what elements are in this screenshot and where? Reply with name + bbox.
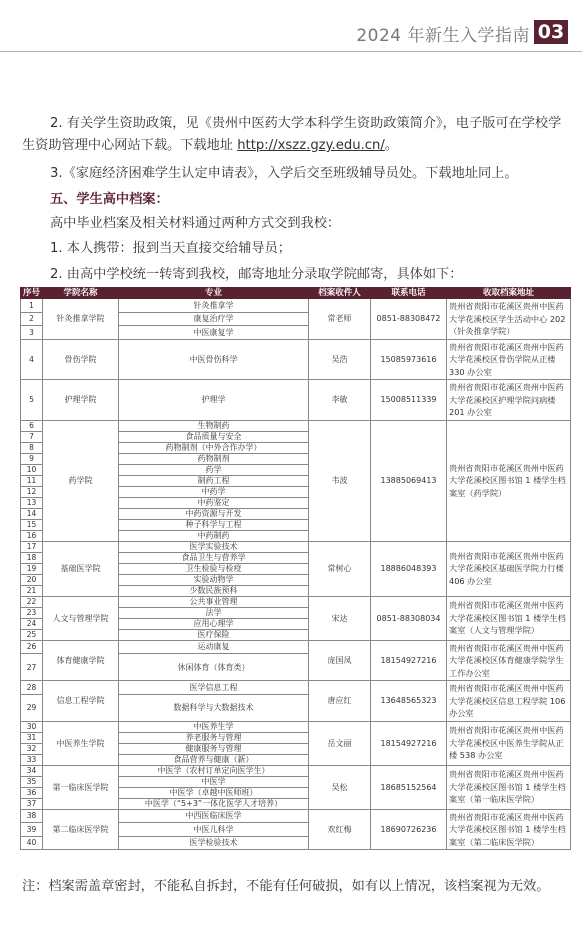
row-seq: 17 [21,541,43,552]
row-address: 贵州省贵阳市花溪区贵州中医药大学花溪校区图书馆 1 楼学生档案室（人文与管理学院） [447,596,571,640]
row-phone: 18154927216 [371,640,447,681]
row-college: 基础医学院 [43,541,119,596]
row-college: 中医养生学院 [43,721,119,765]
row-address: 贵州省贵阳市花溪区贵州中医药大学花溪校区图书馆 1 楼学生档案室（第一临床医学院） [447,765,571,809]
row-seq: 29 [21,694,43,721]
row-seq: 6 [21,420,43,431]
row-major: 护理学 [119,380,309,421]
paragraph-method-1: 1. 本人携带：报到当天直接交给辅导员； [50,241,291,256]
row-seq: 38 [21,809,43,823]
row-phone: 18886048393 [371,541,447,596]
col-major: 专业 [119,288,309,299]
paragraph-application-form: 3.《家庭经济困难学生认定申请表》，入学后交至班级辅导员处。下载地址同上。 [50,166,518,181]
row-college: 人文与管理学院 [43,596,119,640]
row-major: 数据科学与大数据技术 [119,694,309,721]
row-seq: 13 [21,497,43,508]
row-recipient: 岳文丽 [309,721,371,765]
row-seq: 39 [21,823,43,837]
aid-policy-text: 2. 有关学生资助政策，见《贵州中医药大学本科学生资助政策简介》，电子版可在学校学生资助管理中心网站下载。下载地址 [22,116,562,153]
row-seq: 36 [21,787,43,798]
row-address: 贵州省贵阳市花溪区贵州中医药大学花溪校区图书馆 1 楼学生档案室（第二临床医学院） [447,809,571,850]
row-address: 贵州省贵阳市花溪区贵州中医药大学花溪校区信息工程学院 106 办公室 [447,681,571,722]
col-college: 学院名称 [43,288,119,299]
row-major: 种子科学与工程 [119,519,309,530]
row-recipient: 吴松 [309,765,371,809]
row-recipient: 欢红梅 [309,809,371,850]
row-seq: 11 [21,475,43,486]
download-link[interactable]: http://xszz.gzy.edu.cn/ [237,138,385,153]
table-row [21,380,571,421]
row-major: 公共事业管理 [119,596,309,607]
row-major: 中医学（卓越中医师班） [119,787,309,798]
section-heading-archives: 五、学生高中档案： [50,192,169,207]
row-seq: 21 [21,585,43,596]
row-seq: 28 [21,681,43,695]
row-major: 中医儿科学 [119,823,309,837]
row-major: 食品营养与健康（新） [119,754,309,765]
row-major: 养老服务与管理 [119,732,309,743]
row-major: 针灸推拿学 [119,299,309,313]
row-major: 中西医临床医学 [119,809,309,823]
row-college: 骨伤学院 [43,339,119,380]
row-seq: 12 [21,486,43,497]
header-title: 2024 年新生入学指南 [356,26,530,46]
row-seq: 26 [21,640,43,654]
row-seq: 10 [21,464,43,475]
row-major: 中药鉴定 [119,497,309,508]
row-seq: 3 [21,326,43,340]
row-seq: 22 [21,596,43,607]
row-seq: 34 [21,765,43,776]
row-major: 中药资源与开发 [119,508,309,519]
row-seq: 27 [21,654,43,681]
row-recipient: 庞国凤 [309,640,371,681]
row-seq: 23 [21,607,43,618]
row-seq: 35 [21,776,43,787]
row-recipient: 唐应红 [309,681,371,722]
row-major: 实验动物学 [119,574,309,585]
page-number-badge: 03 [534,20,568,44]
row-major: 中医学（“5+3”一体化医学人才培养） [119,798,309,809]
table-row [21,721,571,732]
row-major: 医疗保险 [119,629,309,640]
row-recipient: 韦波 [309,420,371,541]
table-header-row [21,288,571,299]
row-major: 生物制药 [119,420,309,431]
row-major: 休闲体育（体育类） [119,654,309,681]
row-address: 贵州省贵阳市花溪区贵州中医药大学花溪校区骨伤学院从正楼 330 办公室 [447,339,571,380]
row-phone: 0851-88308034 [371,596,447,640]
row-seq: 5 [21,380,43,421]
row-major: 健康服务与管理 [119,743,309,754]
row-major: 应用心理学 [119,618,309,629]
row-major: 医学信息工程 [119,681,309,695]
row-phone: 15085973616 [371,339,447,380]
archive-address-table [20,287,571,850]
row-seq: 30 [21,721,43,732]
row-seq: 37 [21,798,43,809]
row-phone: 13648565323 [371,681,447,722]
row-recipient: 宋达 [309,596,371,640]
row-address: 贵州省贵阳市花溪区贵州中医药大学花溪校区学生活动中心 202（针灸推拿学院） [447,299,571,340]
row-major: 中医康复学 [119,326,309,340]
row-major: 中医学（农村订单定向医学生） [119,765,309,776]
col-address: 收取档案地址 [447,288,571,299]
row-major: 药物制剂（中外合作办学） [119,442,309,453]
row-major: 食品质量与安全 [119,431,309,442]
row-seq: 16 [21,530,43,541]
row-seq: 9 [21,453,43,464]
row-major: 食品卫生与营养学 [119,552,309,563]
row-phone: 13885069413 [371,420,447,541]
table-row [21,809,571,823]
col-phone: 联系电话 [371,288,447,299]
row-major: 运动康复 [119,640,309,654]
row-major: 药物制剂 [119,453,309,464]
row-seq: 31 [21,732,43,743]
table-row [21,681,571,695]
row-address: 贵州省贵阳市花溪区贵州中医药大学花溪校区体育健康学院学生工作办公室 [447,640,571,681]
row-address: 贵州省贵阳市花溪区贵州中医药大学花溪校区中医养生学院从正楼 538 办公室 [447,721,571,765]
row-major: 制药工程 [119,475,309,486]
row-college: 第二临床医学院 [43,809,119,850]
row-seq: 7 [21,431,43,442]
archive-note: 注：档案需盖章密封，不能私自拆封，不能有任何破损，如有以上情况，该档案视为无效。 [22,879,550,894]
row-college: 第一临床医学院 [43,765,119,809]
row-phone: 18690726236 [371,809,447,850]
row-address: 贵州省贵阳市花溪区贵州中医药大学花溪校区基础医学院力行楼 406 办公室 [447,541,571,596]
table-row [21,420,571,431]
row-recipient: 常树心 [309,541,371,596]
table-row [21,339,571,380]
page-header [0,0,582,60]
row-address: 贵州省贵阳市花溪区贵州中医药大学花溪校区图书馆 1 楼学生档案室（药学院） [447,420,571,541]
row-seq: 14 [21,508,43,519]
row-seq: 18 [21,552,43,563]
table-body [21,299,571,850]
row-seq: 40 [21,836,43,850]
row-major: 中医骨伤科学 [119,339,309,380]
row-recipient: 吴浩 [309,339,371,380]
row-major: 医学实验技术 [119,541,309,552]
table-row [21,765,571,776]
row-college: 药学院 [43,420,119,541]
row-phone: 18154927216 [371,721,447,765]
paragraph-aid-policy [22,113,570,157]
row-major: 卫生检验与检疫 [119,563,309,574]
row-seq: 1 [21,299,43,313]
paragraph-method-2: 2. 由高中学校统一转寄到我校，邮寄地址分录取学院邮寄，具体如下： [50,267,463,282]
row-seq: 32 [21,743,43,754]
row-seq: 4 [21,339,43,380]
table-row [21,640,571,654]
row-major: 康复治疗学 [119,312,309,326]
aid-policy-end: 。 [384,138,398,153]
row-seq: 8 [21,442,43,453]
row-major: 中医学 [119,776,309,787]
row-seq: 24 [21,618,43,629]
row-phone: 15008511339 [371,380,447,421]
row-phone: 0851-88308472 [371,299,447,340]
col-recipient: 档案收件人 [309,288,371,299]
table-row [21,299,571,313]
row-address: 贵州省贵阳市花溪区贵州中医药大学花溪校区护理学院问病楼 201 办公室 [447,380,571,421]
row-college: 信息工程学院 [43,681,119,722]
paragraph-archives-intro: 高中毕业档案及相关材料通过两种方式交到我校： [50,216,341,231]
row-seq: 2 [21,312,43,326]
row-major: 少数民族预科 [119,585,309,596]
table-row [21,541,571,552]
row-college: 护理学院 [43,380,119,421]
row-college: 针灸推拿学院 [43,299,119,340]
row-recipient: 李敏 [309,380,371,421]
row-major: 中医养生学 [119,721,309,732]
row-phone: 18685152564 [371,765,447,809]
row-major: 中药学 [119,486,309,497]
col-seq: 序号 [21,288,43,299]
row-seq: 15 [21,519,43,530]
row-college: 体育健康学院 [43,640,119,681]
header-divider [0,51,582,52]
row-recipient: 常老师 [309,299,371,340]
row-seq: 25 [21,629,43,640]
row-major: 医学检验技术 [119,836,309,850]
row-major: 药学 [119,464,309,475]
row-major: 法学 [119,607,309,618]
table-row [21,596,571,607]
row-seq: 20 [21,574,43,585]
row-major: 中药制药 [119,530,309,541]
row-seq: 19 [21,563,43,574]
row-seq: 33 [21,754,43,765]
